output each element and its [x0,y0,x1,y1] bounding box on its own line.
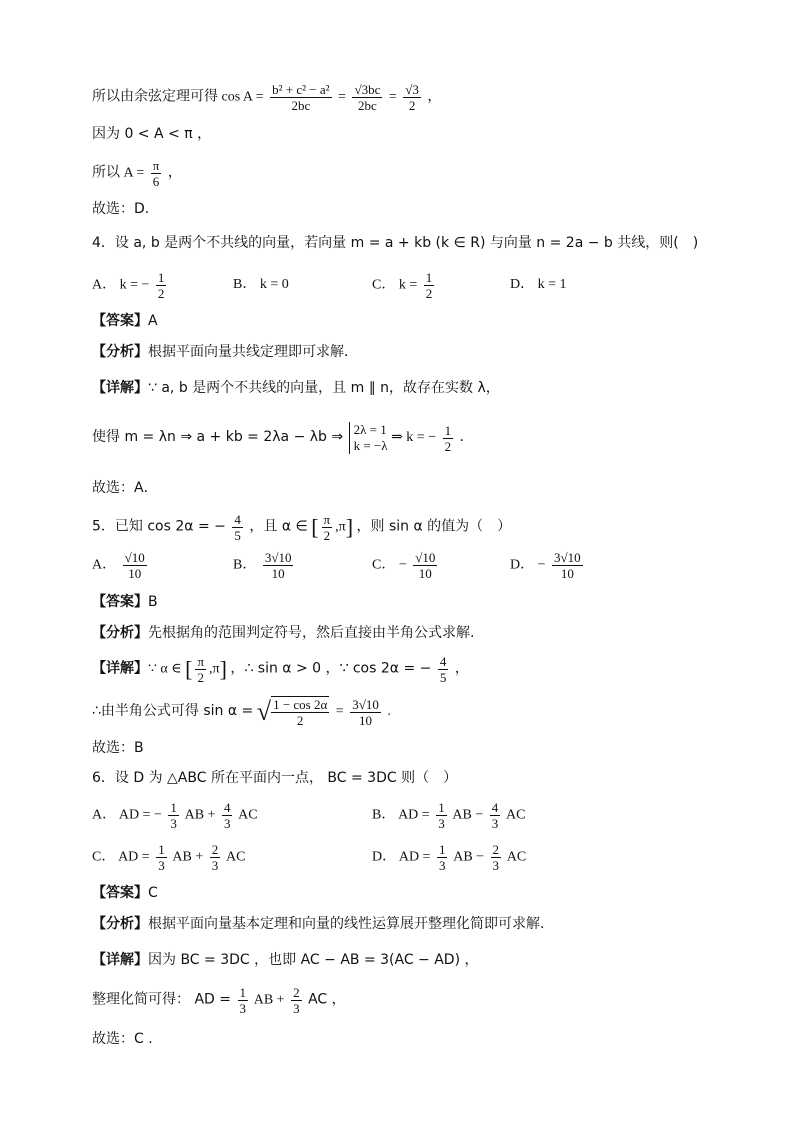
analysis-label: 【分析】 [92,344,148,360]
formula: 整理化简可得： AD = [92,991,231,1008]
numerator: √10 [124,550,145,565]
analysis-label: 【分析】 [92,625,148,641]
q4-option-d: D． k = 1 [510,277,567,292]
fraction [156,842,167,873]
punct: ， [167,164,182,181]
choice-line: 故选：A． [92,480,158,496]
denominator: 2 [296,713,304,728]
fraction [491,842,502,873]
denominator: 2 [425,286,433,301]
option-text: B． AD = [372,807,430,823]
answer-label: 【答案】 [92,313,148,329]
equation: 2λ = 1 [353,422,387,437]
result-line [92,158,182,189]
question-6: 6．设 D 为 △ABC 所在平面内一点， BC = 3DC 则（ ） [92,770,458,786]
punct: ， [454,660,469,677]
denominator: 2 [323,528,331,543]
analysis-text: 先根据角的范围判定符号，然后直接由半角公式求解. [148,625,475,641]
bracket-right: ] [219,656,227,682]
denominator: 3 [223,816,231,831]
interval-end: ,π [209,661,220,677]
fraction [168,800,179,831]
q4-option-a [92,270,169,301]
formula: A = [123,165,145,181]
text: 5．已知 cos 2α = − [92,518,226,535]
fraction [210,842,221,873]
formula: ∵ α ∈ [148,661,182,677]
fraction [222,800,233,831]
fraction [403,82,421,113]
formula: AC ， [308,991,346,1008]
choice-line: 故选：C . [92,1031,153,1047]
q6-analysis [92,914,544,934]
numerator: 2 [293,985,300,1000]
text: ，则 sin α 的值为（ ） [356,518,512,535]
q5-option-b [233,550,296,581]
option-text: AC [506,807,526,823]
numerator: √10 [415,550,436,565]
formula: 使得 m = λn ⇒ a + kb = 2λa − λb ⇒ [92,429,344,446]
option-text: D． AD = [372,849,431,865]
answer-label: 【答案】 [92,594,148,610]
q5-analysis [92,623,474,643]
analysis-label: 【分析】 [92,916,148,932]
numerator: √3 [405,82,419,97]
fraction [232,512,243,543]
q4-analysis [92,342,358,362]
punct: . [387,704,391,720]
option-text: AC [226,849,246,865]
q4-option-c [372,270,437,301]
numerator: 4 [491,800,499,815]
denominator: 2 [197,670,204,685]
fraction [443,423,454,454]
q6-option-d [372,842,526,873]
denominator: 10 [418,566,432,581]
numerator: 3√10 [554,550,581,565]
answer-label: 【答案】 [92,885,148,901]
denominator: 3 [438,858,446,873]
numerator: 1 [170,800,177,815]
formula: ⇒ k = − [391,430,437,446]
question-5 [92,512,511,543]
detail-label: 【详解】 [92,660,148,677]
denominator: 6 [152,174,160,189]
denominator: 2 [444,438,452,454]
option-text: AB − [453,849,485,865]
detail-label: 【详解】 [92,380,148,396]
q5-half-angle [92,696,391,728]
analysis-text: 根据平面向量共线定理即可求解． [148,344,358,360]
option-text: A． [92,557,117,573]
option-text: B． [233,557,257,573]
numerator: π [323,512,331,527]
numerator: 2 [492,842,500,857]
q5-answer [92,592,158,612]
q6-simplify [92,985,346,1016]
text: 所以由余弦定理可得 [92,88,218,105]
denominator: 5 [439,670,447,685]
q5-option-c [372,550,440,581]
punct: ． [459,429,474,446]
denominator: 2 [157,286,165,301]
equation-system [349,422,388,454]
option-text: D． − [510,557,546,573]
bracket-left: [ [185,656,193,682]
denominator: 10 [128,566,142,581]
option-text: AB + [184,807,216,823]
analysis-text: 根据平面向量基本定理和向量的线性运算展开整理化简即可求解. [148,916,545,932]
fraction [438,654,449,685]
q4-derivation [92,422,474,454]
denominator: 3 [239,1001,246,1016]
fraction [350,697,381,728]
numerator: 1 [444,422,452,438]
fraction [291,985,302,1016]
fraction [322,512,333,543]
bracket-left: [ [311,514,319,540]
numerator: 4 [439,654,447,669]
formula: ，∴ sin α > 0 ，∵ cos 2α = − [230,660,432,677]
punct: ， [427,88,442,105]
numerator: 4 [223,800,231,815]
denominator: 3 [158,858,165,873]
equals: = [335,704,344,720]
numerator: 4 [234,512,241,527]
denominator: 3 [438,816,445,831]
option-text: A． AD = − [92,807,162,823]
q6-option-a [92,800,258,831]
option-text: AC [506,849,527,865]
radical-icon: √ [256,697,272,726]
detail-text: ∵ a, b 是两个不共线的向量，且 m ∥ n，故存在实数 λ， [148,380,500,396]
denominator: 2 [408,98,416,113]
bracket-right: ] [345,514,354,540]
range-line: 因为 0 < A < π ， [92,126,212,142]
formula: cos A = [221,89,264,105]
option-text: AC [238,807,258,823]
q5-option-a [92,550,150,581]
denominator: 2bc [358,98,377,113]
denominator: 3 [170,816,177,831]
q4-option-b: B． k = 0 [233,277,289,292]
fraction [123,550,147,581]
numerator: 3√10 [352,696,379,712]
fraction [424,270,435,301]
answer-value: B [148,594,158,610]
numerator: π [197,654,205,669]
fraction [413,550,437,581]
fraction [490,800,501,831]
formula: ∴由半角公式可得 sin α = [92,703,254,720]
numerator: √3bc [354,82,381,97]
formula: AB + [253,992,285,1008]
option-text: AB + [172,849,204,865]
text: ，且 α ∈ [249,518,308,535]
numerator: 2 [211,842,219,857]
answer-value: C [148,885,158,901]
denominator: 5 [234,528,241,543]
fraction [437,842,448,873]
numerator: π [152,158,160,173]
fraction [270,82,331,113]
numerator: 1 [157,270,165,285]
fraction [156,270,167,301]
option-text: AB − [452,807,484,823]
option-text: C． − [372,557,407,573]
detail-label: 【详解】 [92,952,148,968]
fraction [151,158,162,189]
q4-detail [92,378,500,398]
option-text: A． k = − [92,277,150,293]
fraction [436,800,447,831]
fraction [352,82,382,113]
detail-text: 因为 BC = 3DC ，也即 AC − AB = 3(AC − AD) ， [148,952,479,968]
numerator: 3√10 [264,550,292,565]
denominator: 3 [211,858,219,873]
fraction [271,696,329,728]
cosine-law-line [92,82,441,113]
answer-value: A [148,313,158,329]
question-4: 4．设 a, b 是两个不共线的向量，若向量 m = a + kb (k ∈ R) 与向量 n = 2a − b 共线，则( ) [92,235,699,251]
denominator: 3 [491,816,499,831]
q4-answer [92,311,158,331]
equation: k = −λ [353,438,388,453]
denominator: 3 [492,858,500,873]
numerator: b² + c² − a² [272,82,330,97]
q5-option-d [510,550,586,581]
text: 所以 [92,164,120,181]
numerator: 1 [158,842,165,857]
numerator: 1 [425,270,433,285]
fraction [195,654,206,685]
fraction [263,550,294,581]
interval-end: ,π [335,519,346,535]
q6-option-b [372,800,525,831]
denominator: 3 [293,1001,300,1016]
choice-line: 故选：D. [92,201,150,217]
q6-detail [92,950,479,970]
numerator: 1 [438,800,445,815]
denominator: 10 [560,566,574,581]
numerator: 1 [438,842,446,857]
equals: = [388,89,397,105]
numerator: 1 [239,985,246,1000]
option-text: C． k = [372,277,418,293]
denominator: 2bc [291,98,311,113]
equals: = [338,89,346,105]
numerator: 1 − cos 2α [273,697,328,712]
fraction [552,550,583,581]
option-text: C． AD = [92,849,150,865]
q6-answer [92,883,158,903]
choice-line: 故选：B [92,740,144,756]
denominator: 10 [359,712,373,728]
fraction [238,985,249,1016]
q6-option-c [92,842,245,873]
denominator: 10 [271,566,285,581]
q5-detail [92,654,469,685]
